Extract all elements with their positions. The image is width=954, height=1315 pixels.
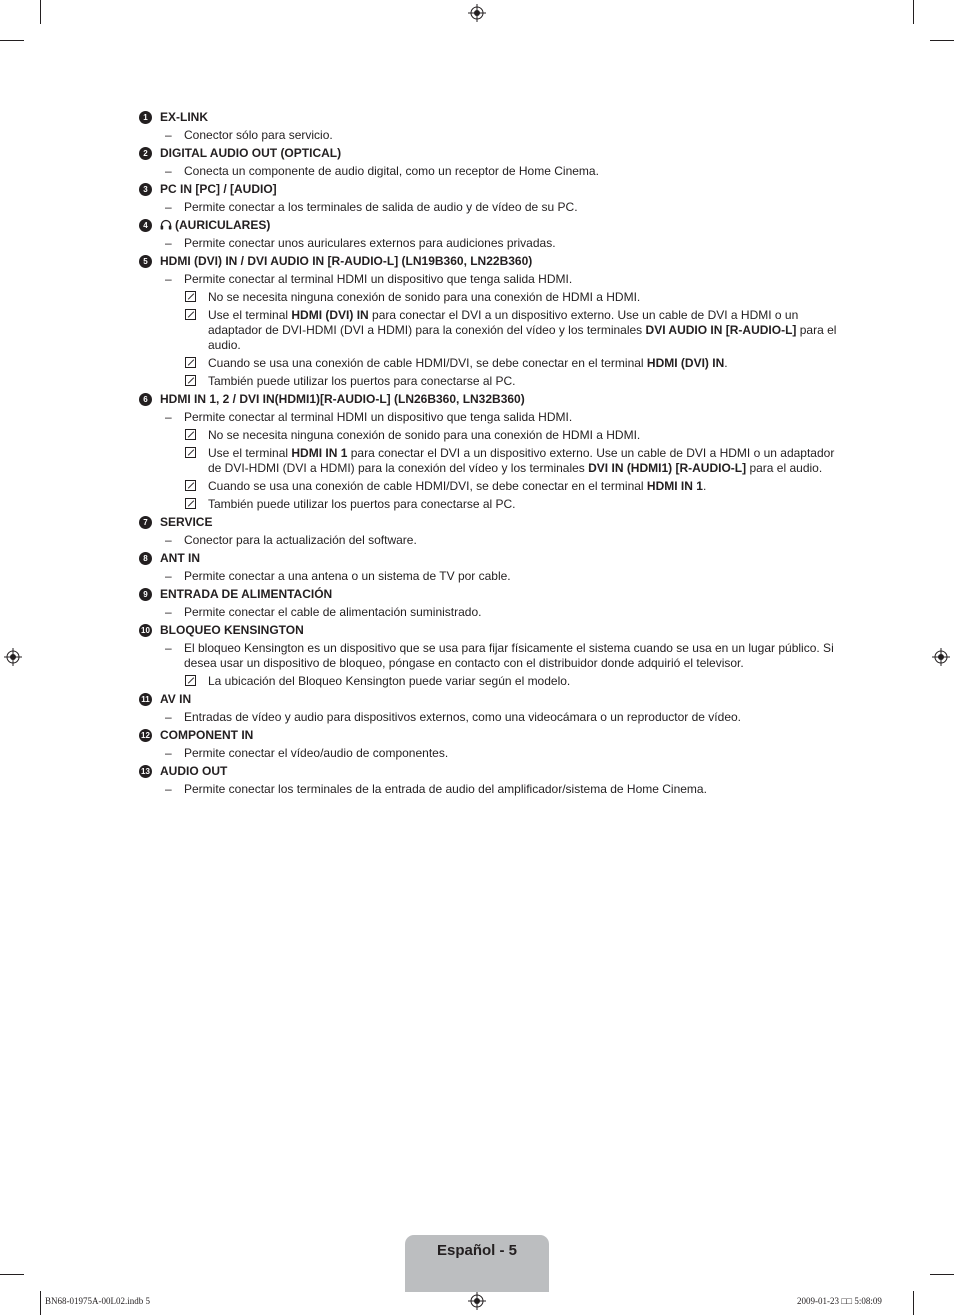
note-emphasis: DVI IN (HDMI1) [R-AUDIO-L] bbox=[588, 461, 747, 475]
item-heading bbox=[139, 515, 844, 530]
item-heading bbox=[139, 623, 844, 638]
item-heading bbox=[139, 728, 844, 743]
item-title: BLOQUEO KENSINGTON bbox=[160, 623, 304, 637]
item-title: ENTRADA DE ALIMENTACIÓN bbox=[160, 587, 333, 601]
item-title: AUDIO OUT bbox=[160, 764, 228, 778]
note-text: Cuando se usa una conexión de cable HDMI/DVI, se debe conectar en el terminal bbox=[208, 356, 647, 370]
connector-list bbox=[139, 110, 844, 800]
item-heading bbox=[139, 551, 844, 566]
note-text: para conectar el DVI a un dispositivo externo. Use un cable de DVI a HDMI o un adaptador de DVI-HDMI (DVI a HDMI) para la conexión del vídeo y los terminales bbox=[208, 446, 835, 475]
note-icon bbox=[185, 498, 196, 509]
crop-mark bbox=[913, 1291, 914, 1315]
slug-file-info: BN68-01975A-00L02.indb 5 bbox=[45, 1296, 150, 1306]
list-item bbox=[139, 254, 844, 389]
slug-date-time: 2009-01-23 □□ 5:08:09 bbox=[797, 1296, 882, 1306]
item-heading bbox=[139, 182, 844, 197]
note-emphasis: HDMI (DVI) IN bbox=[646, 356, 725, 370]
item-description: – Permite conectar al terminal HDMI un dispositivo que tenga salida HDMI. bbox=[139, 272, 844, 287]
list-item bbox=[139, 146, 844, 179]
note-icon bbox=[185, 429, 196, 440]
note-emphasis: HDMI IN 1 bbox=[646, 479, 703, 493]
note-icon bbox=[185, 480, 196, 491]
headphones-icon bbox=[160, 219, 172, 230]
item-note bbox=[139, 290, 844, 305]
note-icon bbox=[185, 375, 196, 386]
registration-mark-icon bbox=[932, 648, 950, 666]
item-description: – Conector para la actualización del software. bbox=[139, 533, 844, 548]
list-item bbox=[139, 551, 844, 584]
registration-mark-icon bbox=[4, 648, 22, 666]
item-heading bbox=[139, 392, 844, 407]
item-number-badge: 11 bbox=[139, 693, 152, 706]
item-description: – Conecta un componente de audio digital, como un receptor de Home Cinema. bbox=[139, 164, 844, 179]
note-text: . bbox=[724, 356, 728, 370]
note-icon bbox=[185, 447, 196, 458]
item-title: HDMI IN 1, 2 / DVI IN(HDMI1)[R-AUDIO-L] (LN26B360, LN32B360) bbox=[160, 392, 525, 406]
list-item bbox=[139, 587, 844, 620]
item-description: – Permite conectar el cable de alimentación suministrado. bbox=[139, 605, 844, 620]
registration-mark-icon bbox=[468, 1292, 486, 1310]
item-number-badge: 3 bbox=[139, 183, 152, 196]
crop-mark bbox=[930, 40, 954, 41]
list-item bbox=[139, 764, 844, 797]
item-description: – Permite conectar unos auriculares externos para audiciones privadas. bbox=[139, 236, 844, 251]
note-text: para conectar el DVI a un dispositivo externo. Use un cable de DVI a HDMI o un adaptador de DVI-HDMI (DVI a HDMI) para la conexión del vídeo y los terminales bbox=[208, 308, 799, 337]
list-item bbox=[139, 218, 844, 251]
item-note bbox=[139, 374, 844, 389]
crop-mark bbox=[40, 1291, 41, 1315]
item-heading bbox=[139, 146, 844, 161]
item-description: – Permite conectar al terminal HDMI un dispositivo que tenga salida HDMI. bbox=[139, 410, 844, 425]
item-note bbox=[139, 674, 844, 689]
note-icon bbox=[185, 309, 196, 320]
item-note bbox=[139, 446, 844, 476]
list-item bbox=[139, 110, 844, 143]
item-description: – Permite conectar los terminales de la entrada de audio del amplificador/sistema de Home Cinema. bbox=[139, 782, 844, 797]
item-description: – Conector sólo para servicio. bbox=[139, 128, 844, 143]
item-heading bbox=[139, 764, 844, 779]
item-heading bbox=[139, 218, 844, 233]
item-number-badge: 7 bbox=[139, 516, 152, 529]
list-item bbox=[139, 728, 844, 761]
item-number-badge: 4 bbox=[139, 219, 152, 232]
note-text: . bbox=[702, 479, 707, 493]
item-description: – El bloqueo Kensington es un dispositivo que se usa para fijar físicamente el sistema cuando se usa en un lugar público. Si desea usar un dispositivo de bloqueo, póngase en contacto con el distribuidor donde adquirió el televisor. bbox=[139, 641, 844, 671]
page-number: Español - 5 bbox=[436, 1242, 518, 1259]
item-title: SERVICE bbox=[160, 515, 213, 529]
item-number-badge: 5 bbox=[139, 255, 152, 268]
list-item bbox=[139, 182, 844, 215]
crop-mark bbox=[40, 0, 41, 24]
item-heading bbox=[139, 587, 844, 602]
note-text: No se necesita ninguna conexión de sonido para una conexión de HDMI a HDMI. bbox=[208, 428, 641, 442]
note-emphasis: HDMI IN 1 bbox=[291, 446, 348, 460]
item-title: COMPONENT IN bbox=[160, 728, 254, 742]
item-number-badge: 8 bbox=[139, 552, 152, 565]
item-note bbox=[139, 497, 844, 512]
note-text: Use el terminal bbox=[208, 446, 292, 460]
list-item bbox=[139, 392, 844, 512]
note-text: para el audio. bbox=[746, 461, 823, 475]
item-number-badge: 2 bbox=[139, 147, 152, 160]
item-note bbox=[139, 308, 844, 353]
item-number-badge: 1 bbox=[139, 111, 152, 124]
note-icon bbox=[185, 291, 196, 302]
item-number-badge: 12 bbox=[139, 729, 152, 742]
registration-mark-icon bbox=[468, 4, 486, 22]
item-description: – Permite conectar a una antena o un sistema de TV por cable. bbox=[139, 569, 844, 584]
note-text: La ubicación del Bloqueo Kensington puede variar según el modelo. bbox=[208, 674, 571, 688]
item-number-badge: 10 bbox=[139, 624, 152, 637]
item-note bbox=[139, 479, 844, 494]
item-description: – Permite conectar el vídeo/audio de componentes. bbox=[139, 746, 844, 761]
item-heading bbox=[139, 692, 844, 707]
list-item bbox=[139, 623, 844, 689]
note-icon bbox=[185, 357, 196, 368]
note-text: También puede utilizar los puertos para conectarse al PC. bbox=[208, 497, 516, 511]
page-footer-tab bbox=[405, 1235, 549, 1292]
item-title: PC IN [PC] / [AUDIO] bbox=[160, 182, 277, 196]
list-item bbox=[139, 515, 844, 548]
item-title: AV IN bbox=[160, 692, 192, 706]
note-emphasis: HDMI (DVI) IN bbox=[291, 308, 369, 322]
note-icon bbox=[185, 675, 196, 686]
item-note bbox=[139, 428, 844, 443]
item-number-badge: 6 bbox=[139, 393, 152, 406]
item-title: EX-LINK bbox=[160, 110, 208, 124]
item-number-badge: 9 bbox=[139, 588, 152, 601]
crop-mark bbox=[0, 1274, 24, 1275]
note-text: También puede utilizar los puertos para conectarse al PC. bbox=[208, 374, 516, 388]
item-note bbox=[139, 356, 844, 371]
item-title: (AURICULARES) bbox=[175, 218, 271, 232]
list-item bbox=[139, 692, 844, 725]
item-title: HDMI (DVI) IN / DVI AUDIO IN [R-AUDIO-L] (LN19B360, LN22B360) bbox=[160, 254, 533, 268]
note-text: Use el terminal bbox=[208, 308, 292, 322]
note-text: No se necesita ninguna conexión de sonido para una conexión de HDMI a HDMI. bbox=[208, 290, 641, 304]
crop-mark bbox=[913, 0, 914, 24]
item-title: ANT IN bbox=[160, 551, 200, 565]
crop-mark bbox=[0, 40, 24, 41]
item-description: – Permite conectar a los terminales de salida de audio y de vídeo de su PC. bbox=[139, 200, 844, 215]
item-heading bbox=[139, 254, 844, 269]
crop-mark bbox=[930, 1274, 954, 1275]
item-heading bbox=[139, 110, 844, 125]
note-text: para el audio. bbox=[208, 323, 837, 352]
item-title: DIGITAL AUDIO OUT (OPTICAL) bbox=[160, 146, 342, 160]
item-number-badge: 13 bbox=[139, 765, 152, 778]
item-description: – Entradas de vídeo y audio para dispositivos externos, como una videocámara o un reproductor de vídeo. bbox=[139, 710, 844, 725]
note-text: Cuando se usa una conexión de cable HDMI/DVI, se debe conectar en el terminal bbox=[208, 479, 647, 493]
note-emphasis: DVI AUDIO IN [R-AUDIO-L] bbox=[645, 323, 797, 337]
